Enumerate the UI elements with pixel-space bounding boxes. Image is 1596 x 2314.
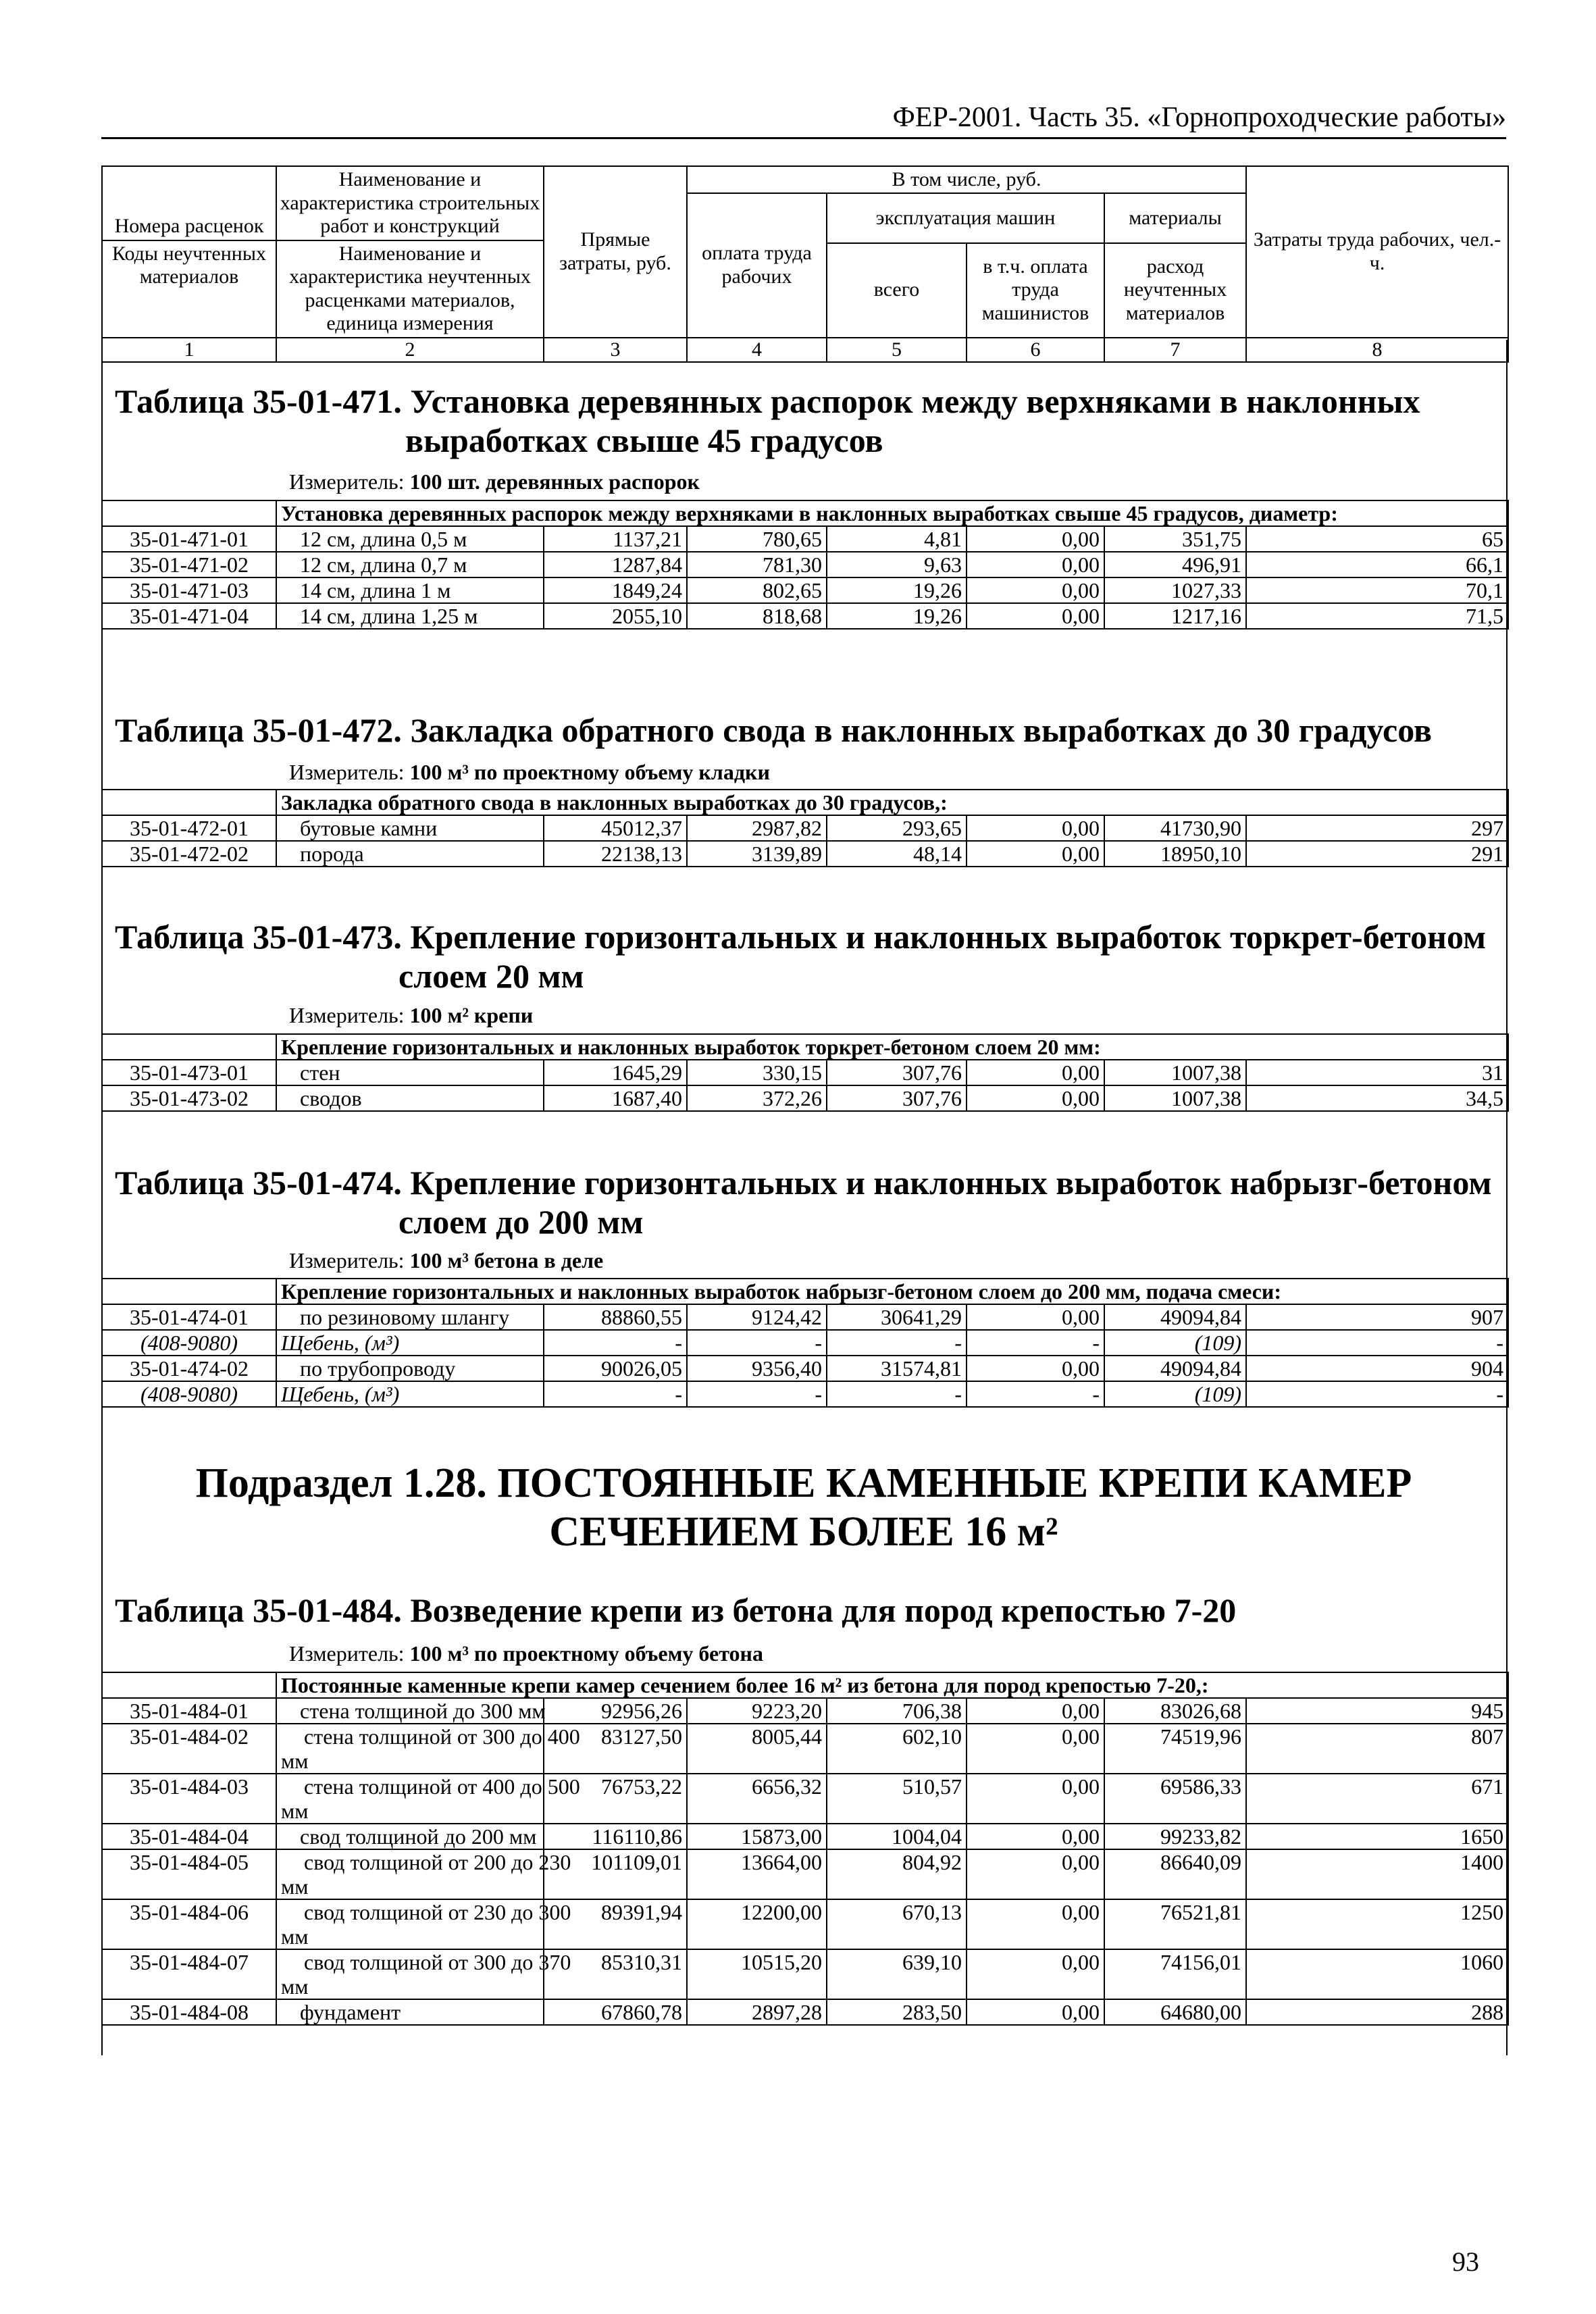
machine-labor-pay: 0,00 bbox=[967, 1899, 1104, 1949]
measure-value: 100 м² крепи bbox=[409, 1003, 534, 1027]
machine-labor-pay: 0,00 bbox=[967, 1698, 1104, 1724]
material-row bbox=[102, 1381, 1508, 1407]
direct-cost: 1645,29 bbox=[544, 1060, 687, 1085]
work-name: порода bbox=[276, 841, 544, 867]
materials-cost: 99233,82 bbox=[1104, 1824, 1246, 1849]
machine-cost: 293,65 bbox=[827, 815, 967, 841]
labor-hours: 904 bbox=[1246, 1356, 1508, 1381]
table-row bbox=[102, 815, 1508, 841]
labor-pay: 8005,44 bbox=[687, 1724, 827, 1774]
material-code: (408-9080) bbox=[102, 1381, 276, 1407]
col-number: 6 bbox=[967, 338, 1104, 363]
table-title-484 bbox=[115, 1591, 1236, 1630]
machine-cost: 4,81 bbox=[827, 526, 967, 552]
labor-pay: 2897,28 bbox=[687, 1999, 827, 2025]
group-heading: Закладка обратного свода в наклонных выработках до 30 градусов,: bbox=[276, 790, 1508, 815]
labor-pay: 9223,20 bbox=[687, 1698, 827, 1724]
table-row bbox=[102, 1085, 1508, 1111]
table-row bbox=[102, 552, 1508, 577]
col-machines-total-header: всего bbox=[827, 243, 967, 338]
work-name-line: мм bbox=[281, 1749, 309, 1773]
table-row bbox=[102, 1774, 1508, 1824]
materials-cost: 1217,16 bbox=[1104, 603, 1246, 629]
table-row bbox=[102, 1999, 1508, 2025]
measure-label: Измеритель: bbox=[289, 760, 405, 784]
labor-hours: 807 bbox=[1246, 1724, 1508, 1774]
labor-hours: 34,5 bbox=[1246, 1085, 1508, 1111]
table-title-473 bbox=[115, 917, 1486, 996]
rate-code: 35-01-484-08 bbox=[102, 1999, 276, 2025]
machine-labor-pay: 0,00 bbox=[967, 815, 1104, 841]
materials-cost: 49094,84 bbox=[1104, 1356, 1246, 1381]
work-name: стен bbox=[276, 1060, 544, 1085]
machine-cost: 307,76 bbox=[827, 1085, 967, 1111]
machine-labor-pay: 0,00 bbox=[967, 1849, 1104, 1899]
rate-code: 35-01-484-05 bbox=[102, 1849, 276, 1899]
materials-cost: 41730,90 bbox=[1104, 815, 1246, 841]
labor-hours: 1250 bbox=[1246, 1899, 1508, 1949]
machine-labor-pay: 0,00 bbox=[967, 1304, 1104, 1330]
table-row bbox=[102, 1356, 1508, 1381]
table-title-line: Крепление горизонтальных и наклонных выработок набрызг-бетоном bbox=[410, 1164, 1492, 1202]
work-name: стена толщиной до 300 мм bbox=[276, 1698, 544, 1724]
table-row bbox=[102, 1060, 1508, 1085]
material-name: Щебень, (м³) bbox=[276, 1381, 544, 1407]
direct-cost: 92956,26 bbox=[544, 1698, 687, 1724]
dash-cell: - bbox=[827, 1330, 967, 1356]
section-heading-line: СЕЧЕНИЕМ БОЛЕЕ 16 м² bbox=[549, 1509, 1058, 1555]
work-name bbox=[276, 1949, 571, 1999]
work-name bbox=[276, 1724, 580, 1774]
direct-cost: 1287,84 bbox=[544, 552, 687, 577]
machine-cost: 602,10 bbox=[827, 1724, 967, 1774]
col-codes-bottom: Коды неучтенных материалов bbox=[112, 242, 266, 288]
price-table-474 bbox=[101, 1278, 1509, 1408]
work-name: 12 см, длина 0,5 м bbox=[276, 526, 544, 552]
materials-cost: 496,91 bbox=[1104, 552, 1246, 577]
col-name-top: Наименование и характеристика строительных работ и конструкций bbox=[277, 167, 543, 241]
group-blank-cell bbox=[102, 1672, 276, 1698]
machine-labor-pay: 0,00 bbox=[967, 1824, 1104, 1849]
measure-value: 100 м³ по проектному объему кладки bbox=[409, 760, 770, 784]
labor-pay: 781,30 bbox=[687, 552, 827, 577]
work-name: свод толщиной до 200 мм bbox=[276, 1824, 544, 1849]
table-number: Таблица 35-01-474. bbox=[115, 1164, 402, 1202]
measure-474 bbox=[289, 1248, 603, 1273]
materials-cost: 64680,00 bbox=[1104, 1999, 1246, 2025]
direct-cost: 2055,10 bbox=[544, 603, 687, 629]
machine-cost: 48,14 bbox=[827, 841, 967, 867]
col-name-header bbox=[276, 166, 544, 338]
col-machines-pay-header: в т.ч. оплата труда машинистов bbox=[967, 243, 1104, 338]
group-heading: Постоянные каменные крепи камер сечением более 16 м² из бетона для пород крепостью 7-20,: bbox=[276, 1672, 1508, 1698]
dash-cell: - bbox=[827, 1381, 967, 1407]
labor-hours: 66,1 bbox=[1246, 552, 1508, 577]
machine-labor-pay: 0,00 bbox=[967, 526, 1104, 552]
col-number: 3 bbox=[544, 338, 687, 363]
work-name: 14 см, длина 1 м bbox=[276, 577, 544, 603]
materials-cost: 1007,38 bbox=[1104, 1060, 1246, 1085]
labor-hours: 907 bbox=[1246, 1304, 1508, 1330]
table-row bbox=[102, 1824, 1508, 1849]
direct-cost: 101109,01 bbox=[544, 1849, 687, 1899]
materials-cost: 74519,96 bbox=[1104, 1724, 1246, 1774]
direct-cost: 1687,40 bbox=[544, 1085, 687, 1111]
table-number: Таблица 35-01-484. bbox=[115, 1591, 402, 1629]
direct-cost: 88860,55 bbox=[544, 1304, 687, 1330]
work-name-line: мм bbox=[281, 1874, 309, 1899]
machine-labor-pay: 0,00 bbox=[967, 841, 1104, 867]
running-header: ФЕР-2001. Часть 35. «Горнопроходческие работы» bbox=[892, 102, 1506, 133]
col-direct-header: Прямые затраты, руб. bbox=[544, 166, 687, 338]
direct-cost: 67860,78 bbox=[544, 1999, 687, 2025]
machine-cost: 639,10 bbox=[827, 1949, 967, 1999]
machine-labor-pay: 0,00 bbox=[967, 1085, 1104, 1111]
machine-cost: 307,76 bbox=[827, 1060, 967, 1085]
work-name: 12 см, длина 0,7 м bbox=[276, 552, 544, 577]
measure-484 bbox=[289, 1641, 763, 1666]
table-title-line: слоем до 200 мм bbox=[398, 1203, 644, 1241]
machine-labor-pay: 0,00 bbox=[967, 1060, 1104, 1085]
measure-value: 100 шт. деревянных распорок bbox=[409, 469, 700, 494]
section-heading bbox=[101, 1459, 1506, 1556]
table-row bbox=[102, 1304, 1508, 1330]
price-table-484 bbox=[101, 1672, 1509, 2026]
rate-code: 35-01-474-01 bbox=[102, 1304, 276, 1330]
machine-labor-pay: 0,00 bbox=[967, 552, 1104, 577]
group-heading: Крепление горизонтальных и наклонных выработок набрызг-бетоном слоем до 200 мм, подача смеси: bbox=[276, 1279, 1508, 1304]
rate-code: 35-01-473-01 bbox=[102, 1060, 276, 1085]
machine-cost: 510,57 bbox=[827, 1774, 967, 1824]
direct-cost: 1137,21 bbox=[544, 526, 687, 552]
price-table-472 bbox=[101, 789, 1509, 867]
rate-code: 35-01-471-02 bbox=[102, 552, 276, 577]
table-number: Таблица 35-01-472. bbox=[115, 711, 402, 749]
labor-pay: 3139,89 bbox=[687, 841, 827, 867]
direct-cost: 90026,05 bbox=[544, 1356, 687, 1381]
material-qty: (109) bbox=[1104, 1330, 1246, 1356]
rate-code: 35-01-484-01 bbox=[102, 1698, 276, 1724]
machine-cost: 706,38 bbox=[827, 1698, 967, 1724]
measure-472 bbox=[289, 760, 770, 785]
labor-hours: 71,5 bbox=[1246, 603, 1508, 629]
table-title-line: Установка деревянных распорок между верхняками в наклонных bbox=[410, 382, 1420, 420]
col-materials-sub-header: расход неучтенных материалов bbox=[1104, 243, 1246, 338]
material-qty: (109) bbox=[1104, 1381, 1246, 1407]
work-name: по резиновому шлангу bbox=[276, 1304, 544, 1330]
measure-label: Измеритель: bbox=[289, 1003, 405, 1027]
materials-cost: 69586,33 bbox=[1104, 1774, 1246, 1824]
labor-hours: 671 bbox=[1246, 1774, 1508, 1824]
dash-cell: - bbox=[1246, 1381, 1508, 1407]
col-labor-header: Затраты труда рабочих, чел.-ч. bbox=[1246, 166, 1508, 338]
work-name-line: свод толщиной от 200 до 230 bbox=[304, 1850, 571, 1874]
machine-cost: 19,26 bbox=[827, 577, 967, 603]
labor-pay: 9124,42 bbox=[687, 1304, 827, 1330]
labor-hours: 1060 bbox=[1246, 1949, 1508, 1999]
machine-cost: 1004,04 bbox=[827, 1824, 967, 1849]
col-codes-header bbox=[102, 166, 276, 338]
material-name: Щебень, (м³) bbox=[276, 1330, 544, 1356]
materials-cost: 351,75 bbox=[1104, 526, 1246, 552]
labor-pay: 12200,00 bbox=[687, 1899, 827, 1949]
table-row bbox=[102, 577, 1508, 603]
measure-473 bbox=[289, 1003, 533, 1028]
work-name-line: стена толщиной от 400 до 500 bbox=[304, 1774, 580, 1799]
dash-cell: - bbox=[544, 1381, 687, 1407]
direct-cost: 1849,24 bbox=[544, 577, 687, 603]
labor-hours: 1400 bbox=[1246, 1849, 1508, 1899]
col-codes-top: Номера расценок bbox=[103, 213, 276, 241]
measure-value: 100 м³ по проектному объему бетона bbox=[409, 1641, 763, 1666]
table-number: Таблица 35-01-473. bbox=[115, 918, 402, 956]
col-number: 4 bbox=[687, 338, 827, 363]
rate-code: 35-01-484-03 bbox=[102, 1774, 276, 1824]
machine-cost: 670,13 bbox=[827, 1899, 967, 1949]
table-row bbox=[102, 1849, 1508, 1899]
group-blank-cell bbox=[102, 790, 276, 815]
machine-labor-pay: 0,00 bbox=[967, 1999, 1104, 2025]
machine-labor-pay: 0,00 bbox=[967, 1774, 1104, 1824]
rate-code: 35-01-484-02 bbox=[102, 1724, 276, 1774]
column-header-table bbox=[101, 165, 1509, 363]
measure-471 bbox=[289, 469, 700, 494]
col-number: 5 bbox=[827, 338, 967, 363]
materials-cost: 18950,10 bbox=[1104, 841, 1246, 867]
materials-cost: 76521,81 bbox=[1104, 1899, 1246, 1949]
measure-value: 100 м³ бетона в деле bbox=[409, 1248, 604, 1272]
work-name-line: мм bbox=[281, 1924, 309, 1949]
labor-pay: 330,15 bbox=[687, 1060, 827, 1085]
rate-code: 35-01-484-07 bbox=[102, 1949, 276, 1999]
direct-cost: 83127,50 bbox=[544, 1724, 687, 1774]
work-name: по трубопроводу bbox=[276, 1356, 544, 1381]
labor-pay: 13664,00 bbox=[687, 1849, 827, 1899]
labor-pay: 372,26 bbox=[687, 1085, 827, 1111]
labor-pay: 802,65 bbox=[687, 577, 827, 603]
measure-label: Измеритель: bbox=[289, 1641, 405, 1666]
work-name: бутовые камни bbox=[276, 815, 544, 841]
materials-cost: 49094,84 bbox=[1104, 1304, 1246, 1330]
machine-cost: 19,26 bbox=[827, 603, 967, 629]
labor-hours: 297 bbox=[1246, 815, 1508, 841]
work-name-line: свод толщиной от 230 до 300 bbox=[304, 1900, 571, 1924]
table-title-line: Закладка обратного свода в наклонных выработках до 30 градусов bbox=[410, 711, 1432, 749]
header-rule bbox=[101, 137, 1506, 139]
table-title-line: слоем 20 мм bbox=[398, 957, 584, 995]
labor-pay: 9356,40 bbox=[687, 1356, 827, 1381]
labor-pay: 818,68 bbox=[687, 603, 827, 629]
work-name: сводов bbox=[276, 1085, 544, 1111]
col-pay-header: оплата труда рабочих bbox=[687, 193, 827, 338]
table-title-471 bbox=[115, 382, 1420, 460]
col-materials-header: материалы bbox=[1104, 193, 1246, 243]
table-title-line: Крепление горизонтальных и наклонных выработок торкрет-бетоном bbox=[410, 918, 1487, 956]
labor-pay: 6656,32 bbox=[687, 1774, 827, 1824]
labor-hours: 1650 bbox=[1246, 1824, 1508, 1849]
direct-cost: 45012,37 bbox=[544, 815, 687, 841]
machine-cost: 30641,29 bbox=[827, 1304, 967, 1330]
work-name-line: свод толщиной от 300 до 370 bbox=[304, 1950, 571, 1974]
machine-labor-pay: 0,00 bbox=[967, 1724, 1104, 1774]
dash-cell: - bbox=[687, 1381, 827, 1407]
table-row bbox=[102, 841, 1508, 867]
col-number: 2 bbox=[276, 338, 544, 363]
rate-code: 35-01-471-04 bbox=[102, 603, 276, 629]
machine-labor-pay: 0,00 bbox=[967, 603, 1104, 629]
measure-label: Измеритель: bbox=[289, 469, 405, 494]
labor-pay: 780,65 bbox=[687, 526, 827, 552]
labor-pay: 10515,20 bbox=[687, 1949, 827, 1999]
direct-cost: 76753,22 bbox=[544, 1774, 687, 1824]
rate-code: 35-01-484-04 bbox=[102, 1824, 276, 1849]
table-title-472 bbox=[115, 711, 1432, 750]
material-code: (408-9080) bbox=[102, 1330, 276, 1356]
group-heading: Установка деревянных распорок между верхняками в наклонных выработках свыше 45 градусов, диаметр: bbox=[276, 500, 1508, 526]
table-title-474 bbox=[115, 1163, 1491, 1241]
col-machines-header: эксплуатация машин bbox=[827, 193, 1104, 243]
table-row bbox=[102, 526, 1508, 552]
labor-hours: 945 bbox=[1246, 1698, 1508, 1724]
direct-cost: 89391,94 bbox=[544, 1899, 687, 1949]
table-row bbox=[102, 1899, 1508, 1949]
machine-labor-pay: 0,00 bbox=[967, 577, 1104, 603]
machine-labor-pay: 0,00 bbox=[967, 1949, 1104, 1999]
group-blank-cell bbox=[102, 1279, 276, 1304]
material-row bbox=[102, 1330, 1508, 1356]
labor-hours: 70,1 bbox=[1246, 577, 1508, 603]
rate-code: 35-01-471-01 bbox=[102, 526, 276, 552]
direct-cost: 22138,13 bbox=[544, 841, 687, 867]
col-name-bottom: Наименование и характеристика неучтенных расценками материалов, единица измерения bbox=[289, 242, 531, 334]
labor-hours: 291 bbox=[1246, 841, 1508, 867]
dash-cell: - bbox=[544, 1330, 687, 1356]
table-title-line: Возведение крепи из бетона для пород крепостью 7-20 bbox=[410, 1591, 1237, 1629]
price-table-471 bbox=[101, 500, 1509, 629]
work-name bbox=[276, 1899, 571, 1949]
labor-pay: 2987,82 bbox=[687, 815, 827, 841]
section-heading-line: Подраздел 1.28. ПОСТОЯННЫЕ КАМЕННЫЕ КРЕПИ КАМЕР bbox=[195, 1460, 1412, 1506]
col-including-header: В том числе, руб. bbox=[687, 166, 1246, 193]
labor-hours: 31 bbox=[1246, 1060, 1508, 1085]
machine-cost: 283,50 bbox=[827, 1999, 967, 2025]
dash-cell: - bbox=[967, 1330, 1104, 1356]
work-name bbox=[276, 1774, 580, 1824]
dash-cell: - bbox=[967, 1381, 1104, 1407]
table-title-line: выработках свыше 45 градусов bbox=[405, 421, 883, 459]
materials-cost: 74156,01 bbox=[1104, 1949, 1246, 1999]
materials-cost: 1027,33 bbox=[1104, 577, 1246, 603]
materials-cost: 86640,09 bbox=[1104, 1849, 1246, 1899]
direct-cost: 85310,31 bbox=[544, 1949, 687, 1999]
direct-cost: 116110,86 bbox=[544, 1824, 687, 1849]
table-number: Таблица 35-01-471. bbox=[115, 382, 402, 420]
price-table-473 bbox=[101, 1033, 1509, 1112]
col-number: 7 bbox=[1104, 338, 1246, 363]
rate-code: 35-01-472-01 bbox=[102, 815, 276, 841]
table-row bbox=[102, 1698, 1508, 1724]
machine-labor-pay: 0,00 bbox=[967, 1356, 1104, 1381]
rate-code: 35-01-471-03 bbox=[102, 577, 276, 603]
work-name-line: мм bbox=[281, 1974, 309, 1999]
dash-cell: - bbox=[687, 1330, 827, 1356]
measure-label: Измеритель: bbox=[289, 1248, 405, 1272]
materials-cost: 1007,38 bbox=[1104, 1085, 1246, 1111]
group-heading: Крепление горизонтальных и наклонных выработок торкрет-бетоном слоем 20 мм: bbox=[276, 1034, 1508, 1060]
rate-code: 35-01-484-06 bbox=[102, 1899, 276, 1949]
machine-cost: 804,92 bbox=[827, 1849, 967, 1899]
col-number: 1 bbox=[102, 338, 276, 363]
materials-cost: 83026,68 bbox=[1104, 1698, 1246, 1724]
dash-cell: - bbox=[1246, 1330, 1508, 1356]
col-number: 8 bbox=[1246, 338, 1508, 363]
machine-cost: 31574,81 bbox=[827, 1356, 967, 1381]
labor-pay: 15873,00 bbox=[687, 1824, 827, 1849]
work-name-line: мм bbox=[281, 1799, 309, 1823]
page-number: 93 bbox=[1452, 2246, 1479, 2277]
rate-code: 35-01-472-02 bbox=[102, 841, 276, 867]
group-blank-cell bbox=[102, 1034, 276, 1060]
table-row bbox=[102, 603, 1508, 629]
machine-cost: 9,63 bbox=[827, 552, 967, 577]
work-name: фундамент bbox=[276, 1999, 544, 2025]
rate-code: 35-01-474-02 bbox=[102, 1356, 276, 1381]
work-name bbox=[276, 1849, 571, 1899]
labor-hours: 288 bbox=[1246, 1999, 1508, 2025]
table-row bbox=[102, 1724, 1508, 1774]
rate-code: 35-01-473-02 bbox=[102, 1085, 276, 1111]
group-blank-cell bbox=[102, 500, 276, 526]
table-row bbox=[102, 1949, 1508, 1999]
labor-hours: 65 bbox=[1246, 526, 1508, 552]
work-name: 14 см, длина 1,25 м bbox=[276, 603, 544, 629]
work-name-line: стена толщиной от 300 до 400 bbox=[304, 1724, 580, 1749]
